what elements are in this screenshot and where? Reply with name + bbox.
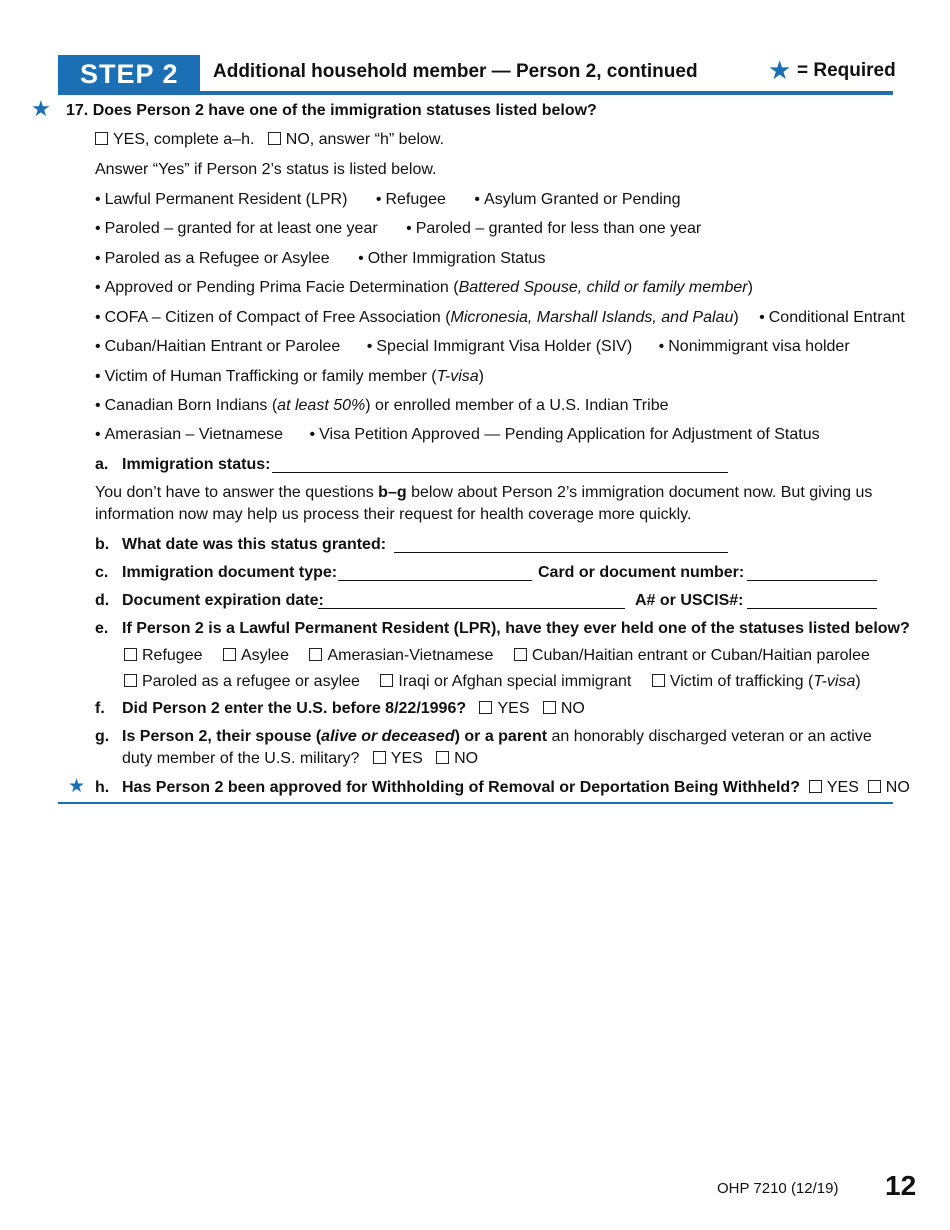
document-type-input[interactable] [338, 566, 532, 586]
g-yes-checkbox[interactable] [373, 751, 386, 764]
status-row: • Approved or Pending Prima Facie Determination (Battered Spouse, child or family member) [95, 279, 753, 296]
status-item: Visa Petition Approved — Pending Application for Adjustment of Status [319, 426, 820, 443]
status-item: Asylum Granted or Pending [484, 191, 681, 208]
field-a-text: Immigration status: [122, 456, 271, 473]
status-item: Nonimmigrant visa holder [668, 338, 850, 355]
trafficking-checkbox[interactable] [652, 674, 665, 687]
field-f-label: f. [95, 700, 105, 717]
refugee-checkbox[interactable] [124, 648, 137, 661]
paroled-checkbox[interactable] [124, 674, 137, 687]
status-row: • Amerasian – Vietnamese • Visa Petition Approved — Pending Application for Adjustment of Status [95, 426, 820, 443]
status-item: Paroled – granted for less than one year [415, 220, 702, 237]
yes-checkbox[interactable] [95, 132, 108, 145]
status-item: COFA – Citizen of Compact of Free Association (Micronesia, Marshall Islands, and Palau) [104, 309, 739, 326]
field-d-text: Document expiration date: [122, 592, 324, 609]
field-g-text: Is Person 2, their spouse (alive or deceased) or a parent an honorably discharged veteran or an active [122, 728, 872, 745]
option-label: Asylee [240, 647, 289, 664]
yes-label: YES [390, 750, 423, 767]
amerasian-checkbox[interactable] [309, 648, 322, 661]
header-rule [58, 91, 893, 95]
section-bottom-rule [58, 802, 893, 804]
step-label: STEP 2 [80, 59, 179, 89]
question-number: 17. [66, 102, 89, 119]
option-label: Refugee [142, 647, 203, 664]
h-no-checkbox[interactable] [868, 780, 881, 793]
required-legend: = Required [797, 60, 896, 81]
field-c-text: Immigration document type: [122, 564, 338, 581]
option-label: Iraqi or Afghan special immigrant [398, 673, 632, 690]
required-star-icon: ★ [768, 55, 792, 85]
status-row: • Lawful Permanent Resident (LPR) • Refugee • Asylum Granted or Pending [95, 191, 681, 208]
status-row: • Cuban/Haitian Entrant or Parolee • Special Immigrant Visa Holder (SIV) • Nonimmigrant visa holder [95, 338, 850, 355]
status-row: • Canadian Born Indians (at least 50%) or enrolled member of a U.S. Indian Tribe [95, 397, 669, 414]
uscis-number-input[interactable] [747, 594, 877, 614]
field-a-label: a. [95, 456, 109, 473]
field-g-label: g. [95, 728, 110, 745]
status-item: Victim of Human Trafficking or family member (T-visa) [104, 368, 484, 385]
asylee-checkbox[interactable] [223, 648, 236, 661]
no-label: NO [454, 750, 479, 767]
option-label: Victim of trafficking (T-visa) [669, 673, 861, 690]
field-d-label: d. [95, 592, 110, 609]
field-g-text-line2: duty member of the U.S. military? [122, 750, 360, 767]
required-star-icon: ★ [68, 776, 86, 797]
status-item: Paroled – granted for at least one year [104, 220, 378, 237]
yes-label: YES [497, 700, 530, 717]
field-b-text: What date was this status granted: [122, 536, 387, 553]
status-item: Lawful Permanent Resident (LPR) [104, 191, 348, 208]
no-label: NO [560, 700, 585, 717]
cuban-haitian-checkbox[interactable] [514, 648, 527, 661]
form-code: OHP 7210 (12/19) [717, 1180, 839, 1197]
status-item: Paroled as a Refugee or Asylee [104, 250, 330, 267]
field-b-label: b. [95, 536, 110, 553]
field-f-text: Did Person 2 enter the U.S. before 8/22/1996? [122, 700, 467, 717]
field-g-row [122, 750, 478, 768]
yes-label: YES, complete a–h. [113, 131, 255, 148]
field-e-text: If Person 2 is a Lawful Permanent Resident (LPR), have they ever held one of the statuses listed below? [122, 620, 910, 637]
yes-label: YES [826, 779, 859, 796]
field-h-row [122, 779, 910, 797]
iraqi-afghan-checkbox[interactable] [380, 674, 393, 687]
required-star-icon: ★ [31, 96, 51, 121]
option-label: Cuban/Haitian entrant or Cuban/Haitian parolee [531, 647, 870, 664]
status-row: • Victim of Human Trafficking or family member (T-visa) [95, 368, 484, 385]
option-label: Amerasian-Vietnamese [327, 647, 494, 664]
question-17 [66, 102, 597, 120]
status-item: Conditional Entrant [768, 309, 905, 326]
status-row: • Paroled – granted for at least one year • Paroled – granted for less than one year [95, 220, 702, 237]
status-item: Refugee [385, 191, 446, 208]
section-title: Additional household member — Person 2, continued [213, 61, 698, 82]
question-text: Does Person 2 have one of the immigration statuses listed below? [92, 102, 597, 119]
expiration-date-input[interactable] [318, 594, 625, 614]
document-number-input[interactable] [747, 566, 877, 586]
note-line-2: information now may help us process their request for health coverage more quickly. [95, 506, 692, 523]
immigration-status-input[interactable] [272, 458, 728, 478]
status-date-input[interactable] [394, 538, 728, 558]
status-item: Special Immigrant Visa Holder (SIV) [376, 338, 633, 355]
status-item: Approved or Pending Prima Facie Determination (Battered Spouse, child or family member) [104, 279, 753, 296]
no-checkbox[interactable] [268, 132, 281, 145]
field-h-text: Has Person 2 been approved for Withholding of Removal or Deportation Being Withheld? [122, 779, 800, 796]
field-h-label: h. [95, 779, 110, 796]
status-item: Other Immigration Status [367, 250, 546, 267]
note-line-1: You don’t have to answer the questions b–g below about Person 2’s immigration document now. But giving us [95, 484, 873, 501]
field-d-text2: A# or USCIS#: [635, 592, 744, 609]
status-item: Canadian Born Indians (at least 50%) or enrolled member of a U.S. Indian Tribe [104, 397, 669, 414]
g-no-checkbox[interactable] [436, 751, 449, 764]
lpr-status-options-row [124, 647, 870, 665]
h-yes-checkbox[interactable] [809, 780, 822, 793]
status-row: • COFA – Citizen of Compact of Free Association (Micronesia, Marshall Islands, and Palau) • Conditional Entrant [95, 309, 905, 326]
field-c-label: c. [95, 564, 109, 581]
status-item: Cuban/Haitian Entrant or Parolee [104, 338, 341, 355]
no-label: NO [885, 779, 910, 796]
field-c-text2: Card or document number: [538, 564, 745, 581]
f-no-checkbox[interactable] [543, 701, 556, 714]
f-yes-checkbox[interactable] [479, 701, 492, 714]
status-row: • Paroled as a Refugee or Asylee • Other Immigration Status [95, 250, 546, 267]
status-item: Amerasian – Vietnamese [104, 426, 284, 443]
q17-instruction: Answer “Yes” if Person 2’s status is listed below. [95, 161, 437, 178]
page-number: 12 [885, 1170, 917, 1201]
no-label: NO, answer “h” below. [285, 131, 445, 148]
lpr-status-options-row [124, 673, 861, 691]
option-label: Paroled as a refugee or asylee [142, 673, 360, 690]
q17-answer-row [95, 131, 444, 149]
field-e-label: e. [95, 620, 109, 637]
field-f-row [122, 700, 585, 718]
